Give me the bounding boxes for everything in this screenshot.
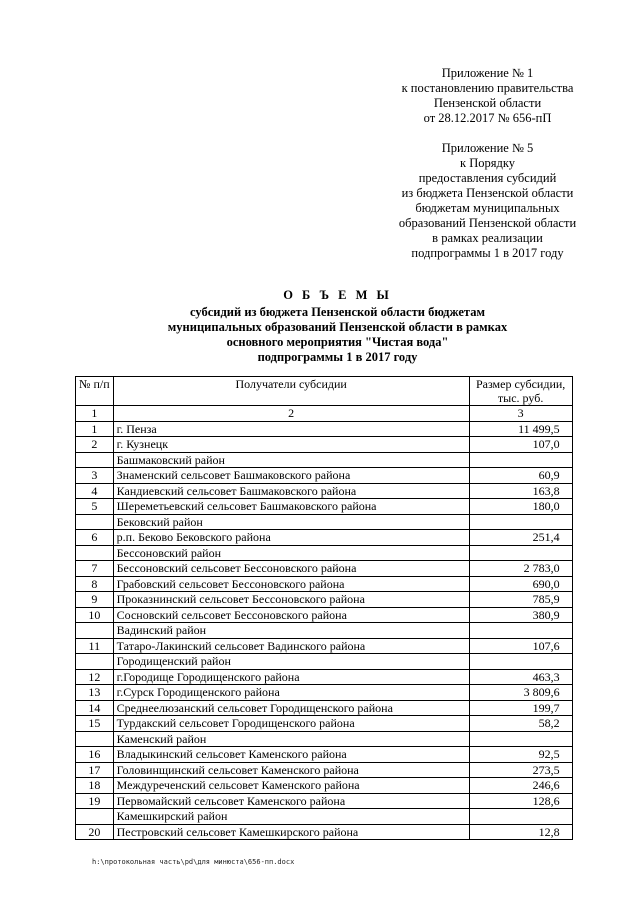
table-row <box>76 576 573 592</box>
row-number <box>76 731 114 747</box>
subsidy-amount <box>469 731 572 747</box>
subsidy-amount: 180,0 <box>469 499 572 515</box>
subsidy-amount: 2 783,0 <box>469 561 572 577</box>
header-line: подпрограммы 1 в 2017 году <box>411 246 564 260</box>
recipient-name: Первомайский сельсовет Каменского района <box>113 793 469 809</box>
row-number: 2 <box>76 437 114 453</box>
table-header-row <box>76 377 573 406</box>
subsidy-amount: 251,4 <box>469 530 572 546</box>
table-row <box>76 592 573 608</box>
recipient-name: Бековский район <box>113 514 469 530</box>
recipient-name: Междуреченский сельсовет Каменского района <box>113 778 469 794</box>
subsidy-amount: 380,9 <box>469 607 572 623</box>
subsidy-amount: 690,0 <box>469 576 572 592</box>
row-number <box>76 514 114 530</box>
recipient-name: Пестровский сельсовет Камешкирского района <box>113 824 469 840</box>
row-number <box>76 623 114 639</box>
recipient-name: г. Пенза <box>113 421 469 437</box>
district-row <box>76 545 573 561</box>
table-row <box>76 669 573 685</box>
column-header-recipient: Получатели субсидии <box>113 377 469 406</box>
district-row <box>76 514 573 530</box>
recipient-name: Башмаковский район <box>113 452 469 468</box>
recipient-name: г.Городище Городищенского района <box>113 669 469 685</box>
subsidy-amount: 199,7 <box>469 700 572 716</box>
subsidy-amount <box>469 545 572 561</box>
document-title <box>140 288 535 365</box>
row-number <box>76 545 114 561</box>
row-number: 3 <box>76 468 114 484</box>
subsidy-amount: 92,5 <box>469 747 572 763</box>
subsidy-amount <box>469 809 572 825</box>
district-row <box>76 809 573 825</box>
table-row <box>76 824 573 840</box>
table-row <box>76 483 573 499</box>
subsidy-amount: 58,2 <box>469 716 572 732</box>
recipient-name: Грабовский сельсовет Бессоновского района <box>113 576 469 592</box>
header-line: Пензенской области <box>433 96 542 110</box>
index-cell: 2 <box>113 406 469 422</box>
row-number: 20 <box>76 824 114 840</box>
recipient-name: г.Сурск Городищенского района <box>113 685 469 701</box>
subsidy-amount <box>469 452 572 468</box>
table-row <box>76 747 573 763</box>
subsidy-amount: 3 809,6 <box>469 685 572 701</box>
row-number: 15 <box>76 716 114 732</box>
header-line: образований Пензенской области <box>398 216 577 230</box>
title-heading: О Б Ъ Е М Ы <box>283 288 392 302</box>
row-number: 16 <box>76 747 114 763</box>
column-index-row <box>76 406 573 422</box>
recipient-name: Городищенский район <box>113 654 469 670</box>
recipient-name: г. Кузнецк <box>113 437 469 453</box>
recipient-name: Владыкинский сельсовет Каменского района <box>113 747 469 763</box>
table-row <box>76 700 573 716</box>
header-line: от 28.12.2017 № 656-пП <box>423 111 552 125</box>
table-row <box>76 685 573 701</box>
subsidy-amount: 128,6 <box>469 793 572 809</box>
recipient-name: Татаро-Лакинский сельсовет Вадинского района <box>113 638 469 654</box>
subsidy-amount <box>469 654 572 670</box>
row-number: 18 <box>76 778 114 794</box>
subsidy-amount: 11 499,5 <box>469 421 572 437</box>
subsidy-amount: 246,6 <box>469 778 572 794</box>
index-cell: 3 <box>469 406 572 422</box>
subsidy-amount: 107,6 <box>469 638 572 654</box>
table-row <box>76 778 573 794</box>
row-number: 8 <box>76 576 114 592</box>
subsidy-amount: 60,9 <box>469 468 572 484</box>
recipient-name: Среднеелюзанский сельсовет Городищенского района <box>113 700 469 716</box>
table-row <box>76 530 573 546</box>
subsidy-amount: 107,0 <box>469 437 572 453</box>
header-line: в рамках реализации <box>432 231 543 245</box>
row-number: 7 <box>76 561 114 577</box>
recipient-name: Бессоновский сельсовет Бессоновского района <box>113 561 469 577</box>
row-number: 1 <box>76 421 114 437</box>
recipient-name: Головинщинский сельсовет Каменского района <box>113 762 469 778</box>
header-line <box>380 126 595 141</box>
subsidy-amount: 463,3 <box>469 669 572 685</box>
header-line: из бюджета Пензенской области <box>401 186 574 200</box>
subsidy-table <box>75 376 573 840</box>
header-line: к постановлению правительства <box>401 81 574 95</box>
row-number: 4 <box>76 483 114 499</box>
recipient-name: р.п. Беково Бековского района <box>113 530 469 546</box>
row-number: 11 <box>76 638 114 654</box>
row-number: 6 <box>76 530 114 546</box>
row-number <box>76 809 114 825</box>
row-number: 9 <box>76 592 114 608</box>
header-line: к Порядку <box>460 156 515 170</box>
table-row <box>76 638 573 654</box>
row-number: 10 <box>76 607 114 623</box>
recipient-name: Турдакский сельсовет Городищенского района <box>113 716 469 732</box>
subsidy-amount <box>469 514 572 530</box>
subsidy-amount <box>469 623 572 639</box>
recipient-name: Бессоновский район <box>113 545 469 561</box>
district-row <box>76 623 573 639</box>
title-line: субсидий из бюджета Пензенской области бюджетам <box>190 305 485 319</box>
row-number: 17 <box>76 762 114 778</box>
header-line: бюджетам муниципальных <box>415 201 560 215</box>
table-row <box>76 762 573 778</box>
row-number: 13 <box>76 685 114 701</box>
table-row <box>76 793 573 809</box>
column-header-amount: Размер субсидии, тыс. руб. <box>469 377 572 406</box>
table-row <box>76 421 573 437</box>
title-line: муниципальных образований Пензенской области в рамках <box>167 320 508 334</box>
header-line: Приложение № 1 <box>441 66 534 80</box>
subsidy-amount: 163,8 <box>469 483 572 499</box>
recipient-name: Шереметьевский сельсовет Башмаковского района <box>113 499 469 515</box>
recipient-name: Знаменский сельсовет Башмаковского района <box>113 468 469 484</box>
index-cell: 1 <box>76 406 114 422</box>
table-row <box>76 561 573 577</box>
recipient-name: Камешкирский район <box>113 809 469 825</box>
row-number: 12 <box>76 669 114 685</box>
title-line: подпрограммы 1 в 2017 году <box>257 350 418 364</box>
subsidy-amount: 785,9 <box>469 592 572 608</box>
table-row <box>76 607 573 623</box>
recipient-name: Сосновский сельсовет Бессоновского района <box>113 607 469 623</box>
title-subtitle <box>140 305 535 365</box>
district-row <box>76 731 573 747</box>
document-header <box>380 66 595 261</box>
title-line: основного мероприятия "Чистая вода" <box>226 335 449 349</box>
district-row <box>76 654 573 670</box>
row-number <box>76 452 114 468</box>
recipient-name: Проказнинский сельсовет Бессоновского района <box>113 592 469 608</box>
table-row <box>76 437 573 453</box>
recipient-name: Вадинский район <box>113 623 469 639</box>
row-number: 14 <box>76 700 114 716</box>
row-number: 19 <box>76 793 114 809</box>
file-path-footer: h:\протокольная часть\pd\для минюста\656-пп.docx <box>92 858 295 866</box>
subsidy-amount: 12,8 <box>469 824 572 840</box>
row-number <box>76 654 114 670</box>
table-row <box>76 468 573 484</box>
row-number: 5 <box>76 499 114 515</box>
recipient-name: Каменский район <box>113 731 469 747</box>
header-line: Приложение № 5 <box>441 141 534 155</box>
subsidy-amount: 273,5 <box>469 762 572 778</box>
column-header-number: № п/п <box>76 377 114 406</box>
table-row <box>76 716 573 732</box>
district-row <box>76 452 573 468</box>
recipient-name: Кандиевский сельсовет Башмаковского района <box>113 483 469 499</box>
header-line: предоставления субсидий <box>418 171 557 185</box>
table-row <box>76 499 573 515</box>
